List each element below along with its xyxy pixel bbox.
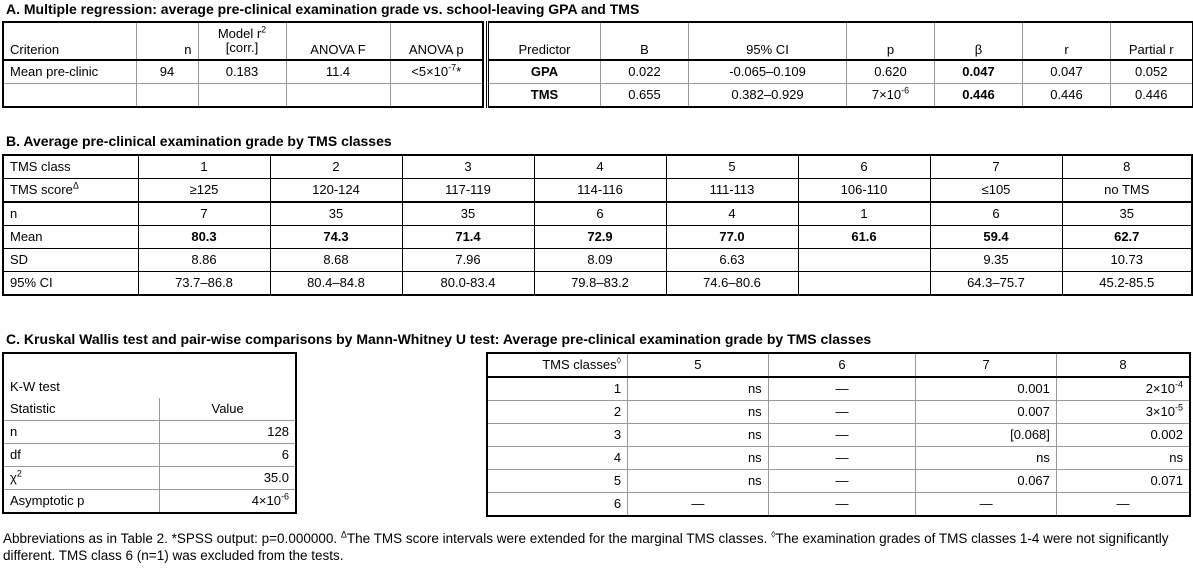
cell: 4 — [666, 202, 798, 226]
cell: 0.446 — [1023, 84, 1111, 108]
cell: 120-124 — [270, 179, 402, 203]
table-row — [487, 377, 1190, 401]
cell: — — [768, 447, 916, 470]
table-row — [3, 376, 296, 398]
section-b-title: B. Average pre-clinical examination grade by TMS classes — [6, 133, 392, 149]
table-row — [3, 272, 1192, 296]
cell: ns — [628, 401, 769, 424]
table-row — [488, 60, 1193, 84]
table-row — [3, 60, 483, 84]
row-class: 4 — [487, 447, 628, 470]
table-row — [3, 490, 296, 514]
cell — [798, 249, 930, 272]
cell: $\chi^2$ — [3, 467, 160, 490]
cell: 0.067 — [916, 470, 1057, 493]
cell: 6 — [798, 155, 930, 179]
cell: Mean pre-clinic — [3, 60, 136, 84]
row-label: TMS score$^\Delta$ — [3, 179, 138, 203]
cell: ns — [1056, 447, 1190, 470]
cell: $<5\times 10^{-7}*$ — [390, 60, 483, 84]
cell: 74.6–80.6 — [666, 272, 798, 296]
cell: ns — [628, 424, 769, 447]
table-header-row — [487, 353, 1190, 377]
table-row — [487, 447, 1190, 470]
cell: 6 — [160, 444, 296, 467]
cell: 1 — [138, 155, 270, 179]
cell: 6 — [930, 202, 1062, 226]
col-class-6: 6 — [768, 353, 916, 377]
table-row — [487, 401, 1190, 424]
row-label: 95% CI — [3, 272, 138, 296]
cell: 0.655 — [601, 84, 689, 108]
col-r: r — [1023, 22, 1111, 60]
cell — [798, 272, 930, 296]
col-value: Value — [160, 398, 296, 421]
cell: GPA — [488, 60, 601, 84]
regression-model-table — [2, 21, 484, 108]
table-row — [487, 424, 1190, 447]
kw-heading: K-W test — [10, 379, 60, 394]
table-row — [3, 226, 1192, 249]
cell: 8.86 — [138, 249, 270, 272]
cell: 0.446 — [1111, 84, 1193, 108]
cell: $7\times 10^{-6}$ — [847, 84, 935, 108]
cell: — — [768, 424, 916, 447]
cell: 7.96 — [402, 249, 534, 272]
cell: 4 — [534, 155, 666, 179]
table-row — [488, 84, 1193, 108]
cell: 8.09 — [534, 249, 666, 272]
table-header-row — [3, 22, 483, 60]
table-header-row — [3, 155, 1192, 179]
cell: 0.007 — [916, 401, 1057, 424]
cell: 111-113 — [666, 179, 798, 203]
row-label: SD — [3, 249, 138, 272]
cell: 59.4 — [930, 226, 1062, 249]
col-model-r2: Model $r^2$ [corr.] — [198, 22, 286, 60]
cell: ≤105 — [930, 179, 1062, 203]
cell: 0.446 — [935, 84, 1023, 108]
cell: n — [3, 421, 160, 444]
cell: 114-116 — [534, 179, 666, 203]
cell: 94 — [136, 60, 198, 84]
col-statistic: Statistic — [10, 401, 56, 416]
cell: 8 — [1062, 155, 1192, 179]
cell: 0.183 — [198, 60, 286, 84]
table-row — [3, 421, 296, 444]
cell: 0.047 — [1023, 60, 1111, 84]
cell: — — [916, 493, 1057, 517]
col-b: B — [601, 22, 689, 60]
cell: 35 — [270, 202, 402, 226]
cell: 35.0 — [160, 467, 296, 490]
cell: 6.63 — [666, 249, 798, 272]
table-header-row — [3, 398, 296, 421]
col-class-5: 5 — [628, 353, 769, 377]
table-row — [3, 202, 1192, 226]
cell: 6 — [534, 202, 666, 226]
col-partial-r: Partial r — [1111, 22, 1193, 60]
col-predictor: Predictor — [488, 22, 601, 60]
cell: 61.6 — [798, 226, 930, 249]
cell: — — [628, 493, 769, 517]
cell: 45.2-85.5 — [1062, 272, 1192, 296]
cell: $2\times 10^{-4}$ — [1056, 377, 1190, 401]
cell: df — [3, 444, 160, 467]
cell: 79.8–83.2 — [534, 272, 666, 296]
mann-whitney-table — [486, 352, 1191, 517]
cell: 0.052 — [1111, 60, 1193, 84]
cell: — — [768, 377, 916, 401]
cell: 80.0-83.4 — [402, 272, 534, 296]
row-label: Mean — [3, 226, 138, 249]
table-row — [487, 493, 1190, 517]
section-c-title: C. Kruskal Wallis test and pair-wise comparisons by Mann-Whitney U test: Average pre-clinical examination grade by TMS classes — [6, 331, 872, 347]
cell: $4\times 10^{-6}$ — [160, 490, 296, 514]
cell: 0.001 — [916, 377, 1057, 401]
col-class-8: 8 — [1056, 353, 1190, 377]
cell: 1 — [798, 202, 930, 226]
col-p: p — [847, 22, 935, 60]
col-tms-classes: TMS classes◊ — [487, 353, 628, 377]
cell: ns — [916, 447, 1057, 470]
cell: [0.068] — [916, 424, 1057, 447]
col-n: n — [136, 22, 198, 60]
cell: 3 — [402, 155, 534, 179]
cell: 64.3–75.7 — [930, 272, 1062, 296]
tms-class-table — [2, 154, 1193, 296]
cell: 80.4–84.8 — [270, 272, 402, 296]
cell: ns — [628, 447, 769, 470]
cell: -0.065–0.109 — [689, 60, 847, 84]
cell: 71.4 — [402, 226, 534, 249]
cell: — — [1056, 493, 1190, 517]
table-row — [487, 470, 1190, 493]
cell: 80.3 — [138, 226, 270, 249]
cell: 11.4 — [286, 60, 390, 84]
row-class: 2 — [487, 401, 628, 424]
table-row — [3, 444, 296, 467]
cell: 10.73 — [1062, 249, 1192, 272]
cell: 7 — [930, 155, 1062, 179]
cell: 8.68 — [270, 249, 402, 272]
row-label: TMS class — [3, 155, 138, 179]
section-a-title: A. Multiple regression: average pre-clinical examination grade vs. school-leaving GPA and TMS — [6, 1, 640, 17]
cell: ≥125 — [138, 179, 270, 203]
cell: 0.047 — [935, 60, 1023, 84]
col-beta: β — [935, 22, 1023, 60]
cell: 117-119 — [402, 179, 534, 203]
table-row — [3, 179, 1192, 203]
kruskal-wallis-table — [2, 352, 297, 514]
cell: — — [768, 493, 916, 517]
row-label: n — [3, 202, 138, 226]
cell: 0.071 — [1056, 470, 1190, 493]
footnote: Abbreviations as in Table 2. *SPSS output: p=0.000000. $^\Delta$The TMS score intervals were extended for the marginal TMS classes. ◊The examination grades of TMS classes 1-4 were not significantly different. TMS class 6 (n=1) was excluded from the tests. — [3, 529, 1169, 563]
row-class: 1 — [487, 377, 628, 401]
cell: 0.620 — [847, 60, 935, 84]
cell: 0.022 — [601, 60, 689, 84]
cell: — — [768, 401, 916, 424]
cell: 5 — [666, 155, 798, 179]
cell: $3\times 10^{-5}$ — [1056, 401, 1190, 424]
cell: 35 — [402, 202, 534, 226]
cell: — — [768, 470, 916, 493]
table-row — [3, 353, 296, 376]
cell: 7 — [138, 202, 270, 226]
table-header-row — [488, 22, 1193, 60]
table-row — [3, 249, 1192, 272]
cell: 77.0 — [666, 226, 798, 249]
col-class-7: 7 — [916, 353, 1057, 377]
regression-predictor-table — [486, 21, 1193, 108]
cell: 74.3 — [270, 226, 402, 249]
row-class: 6 — [487, 493, 628, 517]
col-criterion: Criterion — [3, 22, 136, 60]
row-class: 5 — [487, 470, 628, 493]
cell: ns — [628, 470, 769, 493]
cell: 62.7 — [1062, 226, 1192, 249]
cell: 73.7–86.8 — [138, 272, 270, 296]
cell: 128 — [160, 421, 296, 444]
row-class: 3 — [487, 424, 628, 447]
cell: 0.002 — [1056, 424, 1190, 447]
cell: TMS — [488, 84, 601, 108]
cell: 106-110 — [798, 179, 930, 203]
table-row — [3, 84, 483, 108]
col-anova-f: ANOVA F — [286, 22, 390, 60]
col-anova-p: ANOVA p — [390, 22, 483, 60]
cell: 2 — [270, 155, 402, 179]
cell: 0.382–0.929 — [689, 84, 847, 108]
col-95ci: 95% CI — [689, 22, 847, 60]
table-row — [3, 467, 296, 490]
cell: 9.35 — [930, 249, 1062, 272]
cell: no TMS — [1062, 179, 1192, 203]
cell: Asymptotic p — [3, 490, 160, 514]
cell: 72.9 — [534, 226, 666, 249]
cell: ns — [628, 377, 769, 401]
cell: 35 — [1062, 202, 1192, 226]
